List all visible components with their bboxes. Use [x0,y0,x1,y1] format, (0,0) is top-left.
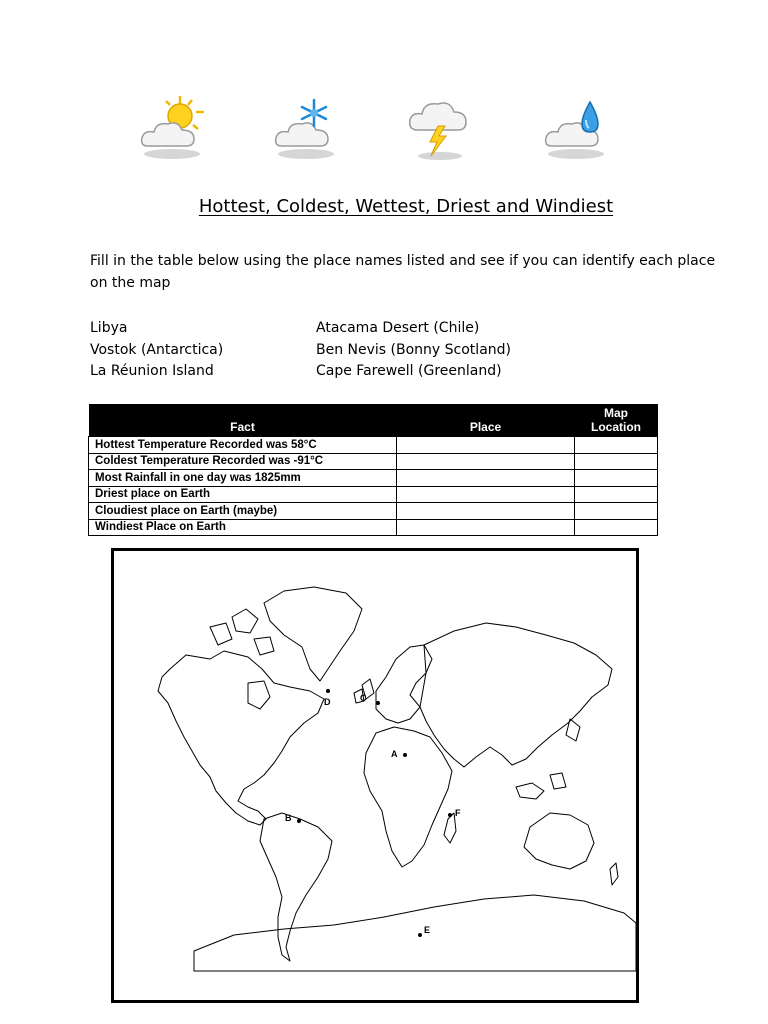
marker-dot-a [403,753,407,757]
location-answer-cell[interactable] [575,503,658,520]
place-name: La Réunion Island [90,363,214,379]
header-place: Place [397,404,575,437]
place-name: Atacama Desert (Chile) [316,320,480,336]
marker-label-b: B [285,813,292,823]
place-answer-cell[interactable] [397,453,575,470]
place-answer-cell[interactable] [397,503,575,520]
location-answer-cell[interactable] [575,470,658,487]
place-list-right [316,318,511,383]
table-row [89,519,658,536]
marker-label-a: A [391,749,398,759]
page-title: Hottest, Coldest, Wettest, Driest and Windiest [198,196,614,217]
world-map-outline [114,551,636,1000]
marker-label-e: E [424,925,431,935]
place-name: Cape Farewell (Greenland) [316,363,502,379]
table-row [89,437,658,454]
world-map [111,548,639,1003]
instructions: Fill in the table below using the place names listed and see if you can identify each place on the map [90,253,716,291]
marker-dot-d [326,689,330,693]
header-map-location-line2: Location [591,420,641,434]
marker-dot-b [297,819,301,823]
table-row [89,470,658,487]
location-answer-cell[interactable] [575,486,658,503]
snow-cloud-icon [270,92,342,164]
location-answer-cell[interactable] [575,453,658,470]
fact-cell: Cloudiest place on Earth (maybe) [89,503,397,520]
fact-cell: Driest place on Earth [89,486,397,503]
table-header-row [89,404,658,437]
fact-cell: Windiest Place on Earth [89,519,397,536]
marker-dot-f [448,813,452,817]
place-answer-cell[interactable] [397,486,575,503]
place-answer-cell[interactable] [397,470,575,487]
rain-cloud-icon [540,92,612,164]
location-answer-cell[interactable] [575,519,658,536]
header-map-location [575,404,658,437]
header-fact: Fact [89,404,397,437]
place-name: Ben Nevis (Bonny Scotland) [316,341,511,358]
location-answer-cell[interactable] [575,437,658,454]
marker-dot-e [418,933,422,937]
marker-label-f: F [455,808,461,818]
place-answer-cell[interactable] [397,437,575,454]
marker-label-c: C [360,693,367,703]
table-row [89,503,658,520]
table-row [89,453,658,470]
table-row [89,486,658,503]
fact-cell: Hottest Temperature Recorded was 58°C [89,437,397,454]
place-name: Libya [90,320,128,336]
header-map-location-line1: Map [604,406,628,420]
facts-table [88,404,658,536]
fact-cell: Coldest Temperature Recorded was -91°C [89,453,397,470]
place-list-left [90,318,223,383]
marker-label-d: D [324,697,331,707]
fact-cell: Most Rainfall in one day was 1825mm [89,470,397,487]
place-name: Vostok (Antarctica) [90,341,224,358]
place-answer-cell[interactable] [397,519,575,536]
sun-cloud-icon [136,92,208,164]
marker-dot-c [376,701,380,705]
storm-cloud-icon [404,92,476,164]
